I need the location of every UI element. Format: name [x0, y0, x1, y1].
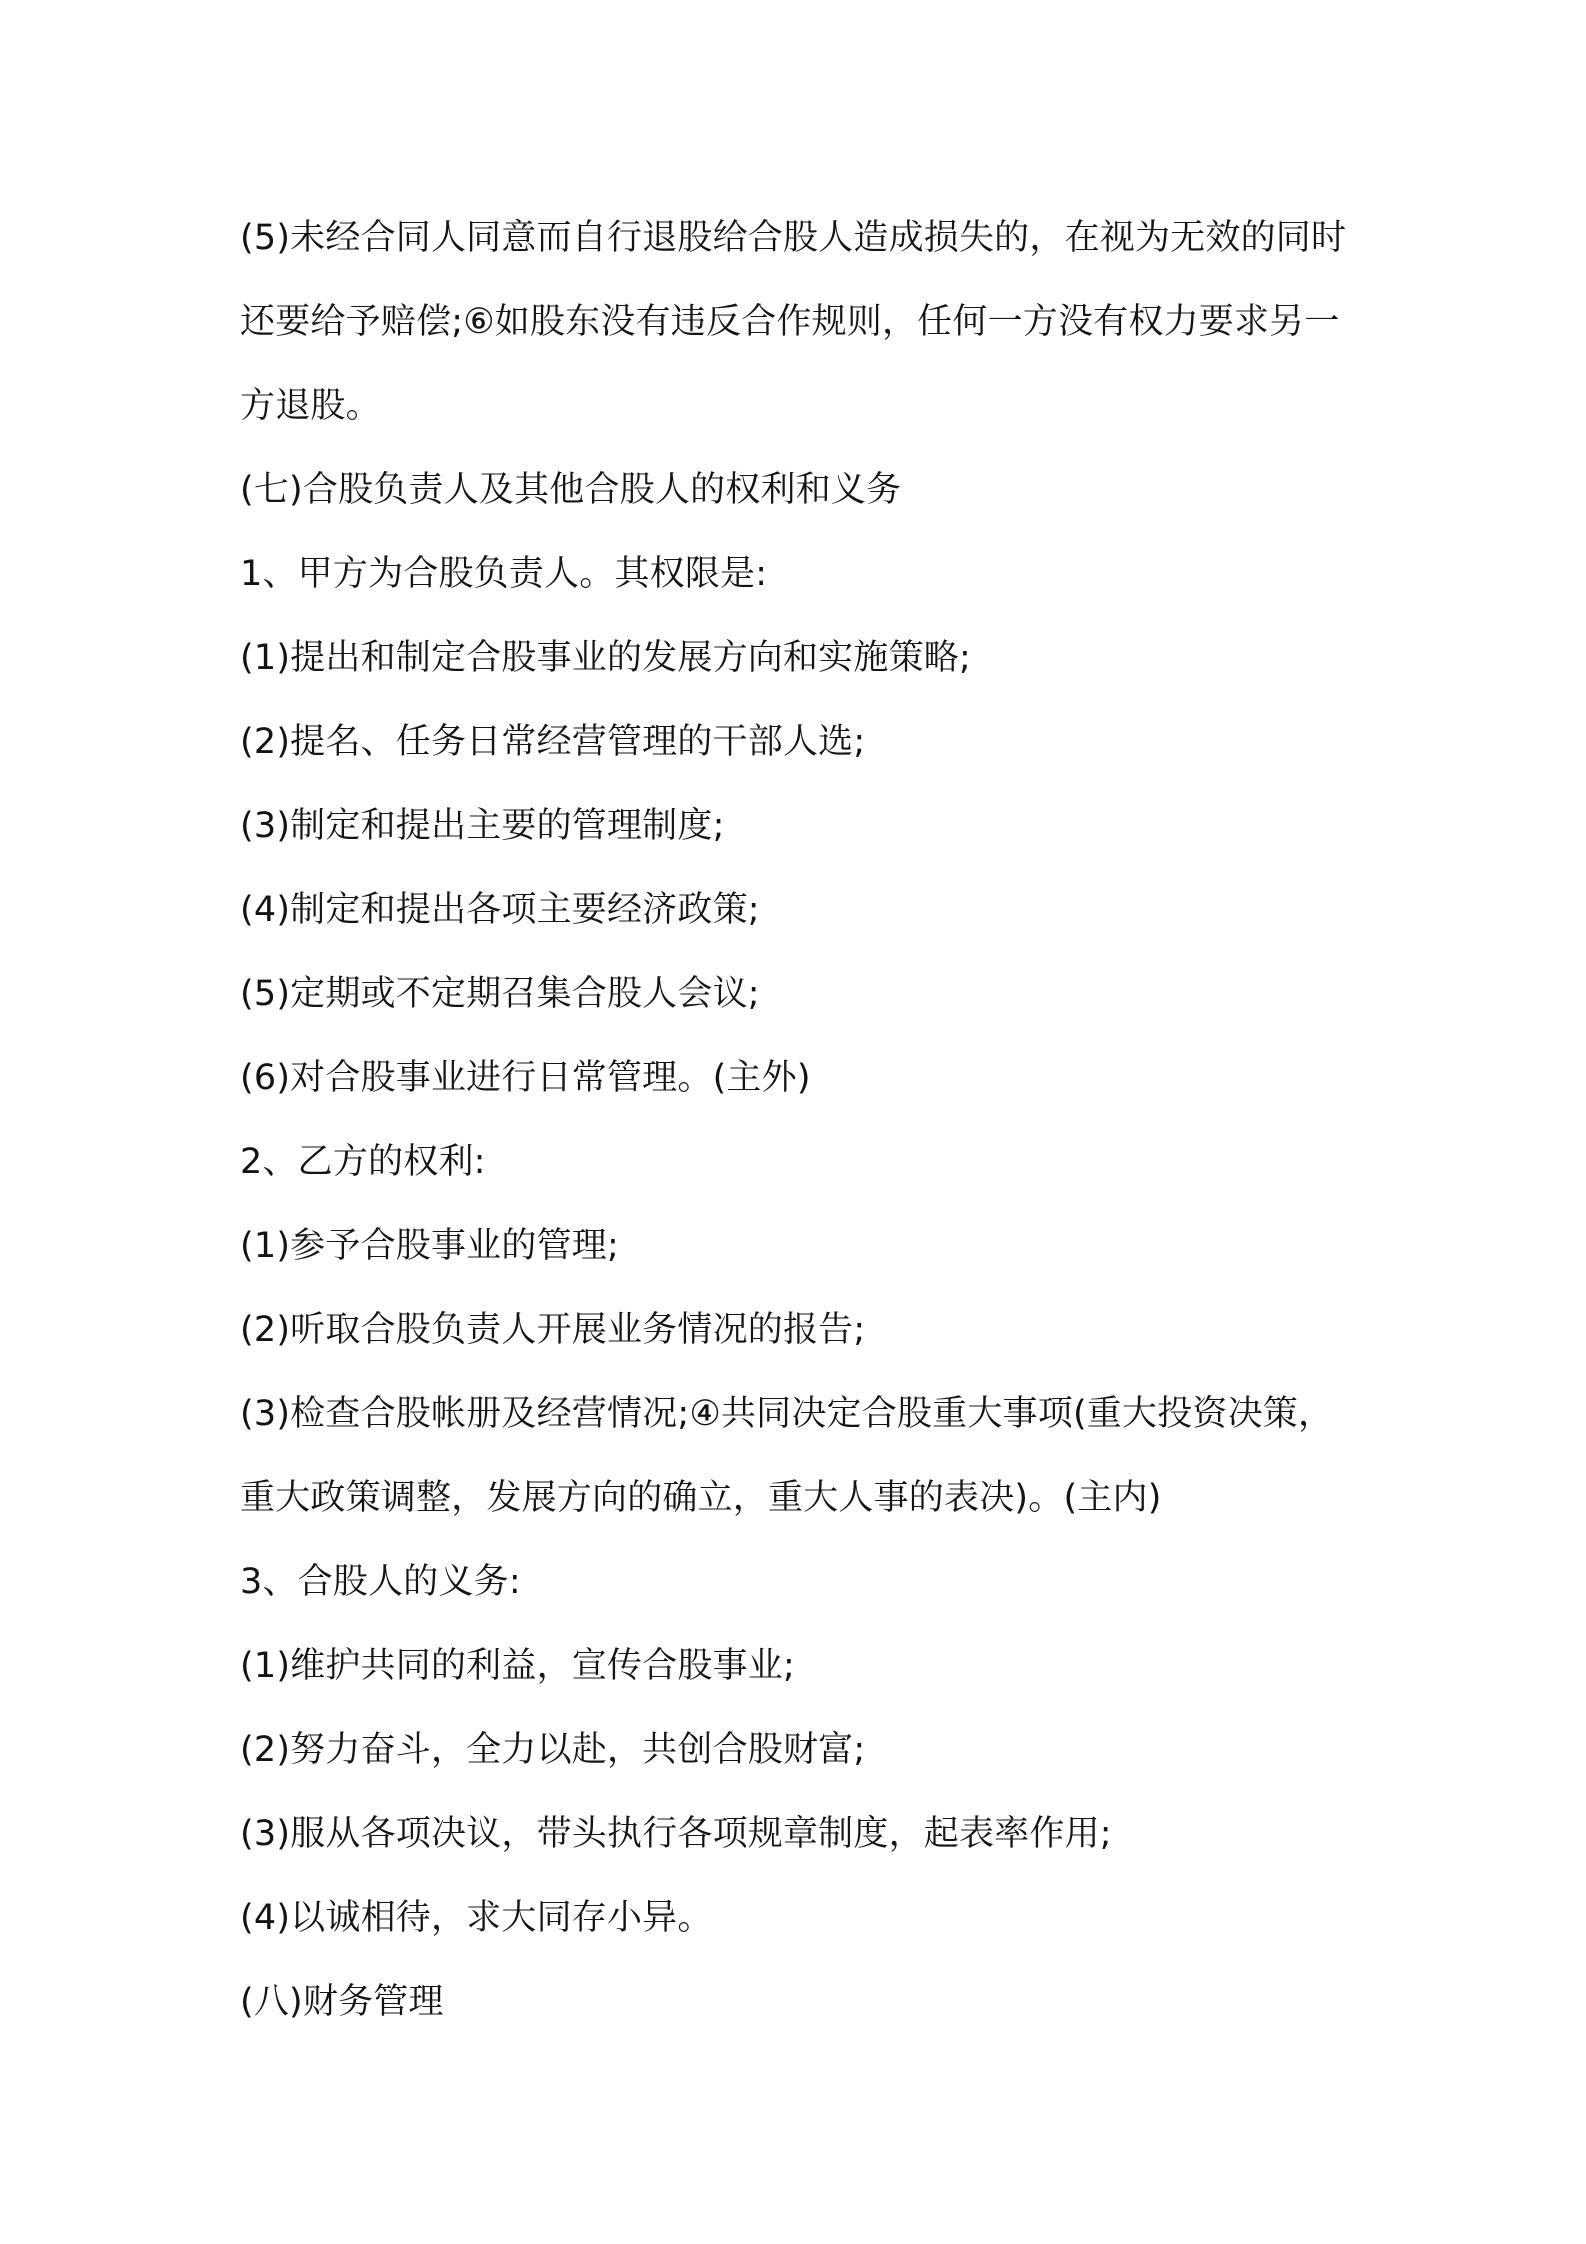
clause-party-b-rights: 2、乙方的权利:: [240, 1142, 486, 1182]
section-heading-rights-duties: (七)合股负责人及其他合股人的权利和义务: [240, 470, 902, 510]
list-item: (2)努力奋斗，全力以赴，共创合股财富;: [240, 1730, 866, 1770]
list-item: (6)对合股事业进行日常管理。(主外): [240, 1058, 811, 1098]
list-item: (3)检查合股帐册及经营情况;④共同决定合股重大事项(重大投资决策，重大政策调整，发展方向的确立，重大人事的表决)。(主内): [240, 1394, 1334, 1518]
list-item: (4)以诚相待，求大同存小异。: [240, 1898, 713, 1938]
clause-party-a-head: 1、甲方为合股负责人。其权限是:: [240, 554, 768, 594]
list-item: (1)参予合股事业的管理;: [240, 1226, 619, 1266]
document-page: [240, 196, 1350, 2044]
list-item: (1)维护共同的利益，宣传合股事业;: [240, 1646, 795, 1686]
section-heading-finance: (八)财务管理: [240, 1982, 444, 2022]
list-item: (2)提名、任务日常经营管理的干部人选;: [240, 722, 866, 762]
list-item: (3)服从各项决议，带头执行各项规章制度，起表率作用;: [240, 1814, 1112, 1854]
paragraph-withdrawal-compensation: (5)未经合同人同意而自行退股给合股人造成损失的，在视为无效的同时还要给予赔偿;⑥如股东没有违反合作规则，任何一方没有权力要求另一方退股。: [240, 218, 1347, 426]
list-item: (4)制定和提出各项主要经济政策;: [240, 890, 760, 930]
list-item: (2)听取合股负责人开展业务情况的报告;: [240, 1310, 866, 1350]
list-item: (5)定期或不定期召集合股人会议;: [240, 974, 760, 1014]
list-item: (3)制定和提出主要的管理制度;: [240, 806, 725, 846]
list-item: (1)提出和制定合股事业的发展方向和实施策略;: [240, 638, 971, 678]
clause-partner-duties: 3、合股人的义务:: [240, 1562, 521, 1602]
